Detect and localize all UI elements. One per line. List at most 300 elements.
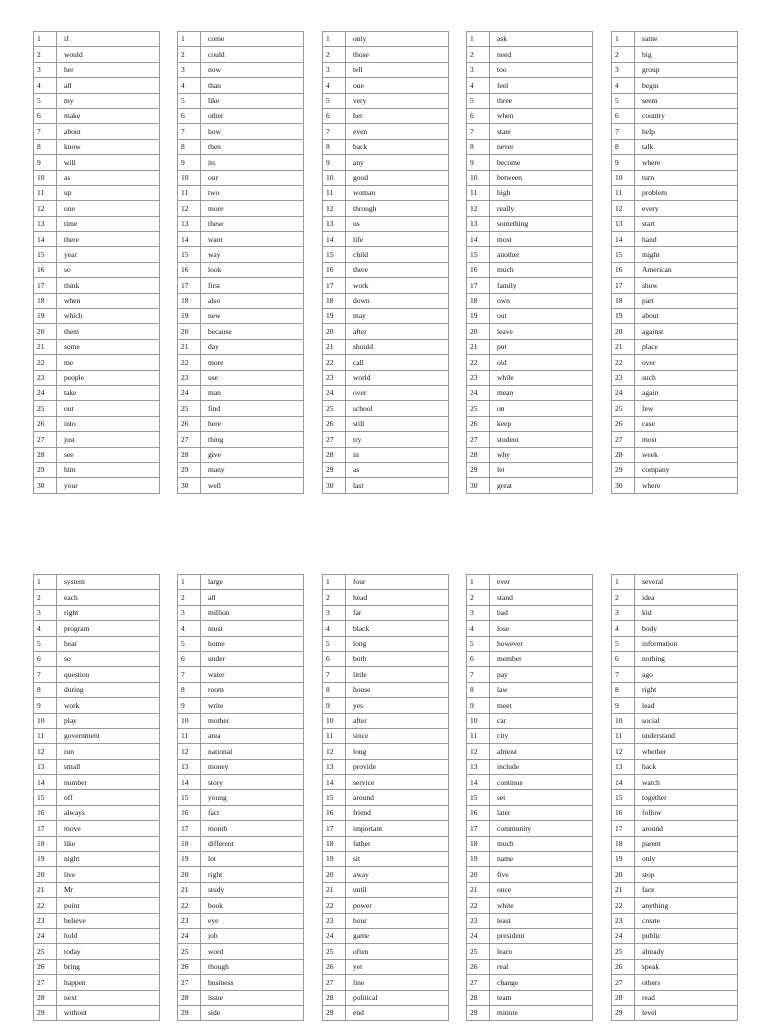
word-text: program [64, 623, 90, 633]
word-cell [57, 139, 160, 154]
table-row [612, 805, 738, 820]
table-row [612, 201, 738, 216]
word-text: parent [642, 839, 661, 849]
word-cell [57, 759, 160, 774]
word-text: through [353, 203, 377, 213]
word-cell [490, 759, 593, 774]
word-text: head [353, 592, 368, 602]
table-row [323, 309, 449, 324]
word-cell [201, 821, 304, 836]
table-row [612, 62, 738, 77]
word-cell [490, 667, 593, 682]
table-row [467, 385, 593, 400]
word-text: many [208, 465, 225, 475]
row-number: 19 [323, 852, 346, 867]
word-text: without [64, 1008, 87, 1018]
word-text: start [642, 219, 655, 229]
row-number: 28 [178, 447, 201, 462]
word-cell [346, 478, 449, 493]
word-text: friend [353, 808, 371, 818]
word-text: ago [642, 669, 653, 679]
row-number: 18 [467, 836, 490, 851]
row-number: 4 [612, 621, 635, 636]
row-number: 1 [323, 32, 346, 47]
row-number: 14 [612, 232, 635, 247]
row-number: 17 [323, 821, 346, 836]
table-row [467, 78, 593, 93]
word-text: big [642, 49, 652, 59]
table-row [323, 201, 449, 216]
word-text: watch [642, 777, 660, 787]
word-text: old [497, 357, 507, 367]
row-number: 22 [178, 355, 201, 370]
table-row [34, 867, 160, 882]
row-number: 29 [34, 462, 57, 477]
row-number: 22 [34, 898, 57, 913]
word-text: him [64, 465, 76, 475]
word-text: job [208, 931, 218, 941]
word-cell [635, 78, 738, 93]
word-text: work [353, 280, 369, 290]
row-number: 16 [34, 805, 57, 820]
word-cell [201, 108, 304, 123]
word-text: against [642, 326, 664, 336]
table-row [467, 309, 593, 324]
word-cell [57, 575, 160, 590]
word-cell [57, 47, 160, 62]
table-row [178, 805, 304, 820]
word-cell [201, 247, 304, 262]
word-text: social [642, 715, 660, 725]
word-text: public [642, 931, 661, 941]
word-text: so [64, 654, 71, 664]
word-cell [346, 247, 449, 262]
word-cell [57, 339, 160, 354]
word-cell [201, 462, 304, 477]
row-number: 19 [612, 852, 635, 867]
word-text: such [642, 373, 656, 383]
word-text: after [353, 715, 367, 725]
word-cell [635, 775, 738, 790]
word-cell [346, 93, 449, 108]
word-cell [490, 401, 593, 416]
word-text: father [353, 839, 371, 849]
word-cell [635, 247, 738, 262]
table-row [178, 432, 304, 447]
table-row [612, 867, 738, 882]
word-text: follow [642, 808, 662, 818]
row-number: 23 [323, 913, 346, 928]
word-cell [201, 262, 304, 277]
row-number: 18 [34, 836, 57, 851]
word-cell [346, 78, 449, 93]
row-number: 2 [178, 590, 201, 605]
row-number: 1 [467, 32, 490, 47]
row-number: 19 [612, 309, 635, 324]
row-number: 12 [612, 744, 635, 759]
word-cell [346, 713, 449, 728]
word-text: eye [208, 916, 219, 926]
row-number: 29 [323, 1005, 346, 1020]
word-cell [490, 262, 593, 277]
table-row [178, 155, 304, 170]
word-text: woman [353, 188, 376, 198]
row-number: 12 [467, 201, 490, 216]
word-text: year [64, 249, 77, 259]
row-number: 14 [323, 232, 346, 247]
word-cell [57, 462, 160, 477]
word-cell [57, 385, 160, 400]
word-text: back [353, 142, 368, 152]
row-number: 3 [34, 62, 57, 77]
table-row [34, 232, 160, 247]
word-text: any [353, 157, 364, 167]
row-number: 23 [467, 913, 490, 928]
word-text: three [497, 96, 512, 105]
word-text: important [353, 823, 383, 833]
word-text: while [497, 373, 514, 383]
word-text: look [208, 265, 222, 275]
word-text: more [208, 357, 224, 367]
row-number: 16 [612, 805, 635, 820]
word-cell [490, 139, 593, 154]
table-row [178, 416, 304, 431]
table-row [323, 651, 449, 666]
table-row [612, 651, 738, 666]
table-row [612, 975, 738, 990]
word-cell [57, 62, 160, 77]
row-number: 10 [34, 713, 57, 728]
row-number: 17 [467, 278, 490, 293]
word-text: leave [497, 326, 513, 336]
word-text: want [208, 234, 223, 244]
word-text: national [208, 746, 233, 756]
row-number: 1 [178, 575, 201, 590]
table-row [612, 93, 738, 108]
table-row [34, 339, 160, 354]
word-text: write [208, 700, 224, 710]
word-cell [490, 32, 593, 47]
word-cell [346, 728, 449, 743]
row-number: 15 [612, 247, 635, 262]
table-row [467, 262, 593, 277]
word-cell [635, 975, 738, 990]
row-number: 12 [612, 201, 635, 216]
word-text: world [353, 373, 371, 383]
table-row [612, 775, 738, 790]
word-cell [490, 478, 593, 493]
word-text: power [353, 900, 372, 910]
word-text: kid [642, 608, 652, 618]
word-cell [346, 944, 449, 959]
row-number: 27 [34, 975, 57, 990]
word-text: hold [64, 931, 78, 941]
word-cell [490, 447, 593, 462]
word-text: back [642, 762, 657, 772]
word-cell [346, 370, 449, 385]
table-row [178, 852, 304, 867]
row-number: 12 [323, 744, 346, 759]
word-cell [201, 959, 304, 974]
word-text: create [642, 916, 660, 926]
word-text: always [64, 808, 85, 818]
word-text: begin [642, 80, 659, 90]
table-row [612, 728, 738, 743]
table-row [323, 32, 449, 47]
row-number: 10 [323, 713, 346, 728]
table-row [612, 278, 738, 293]
word-cell [635, 744, 738, 759]
word-cell [490, 790, 593, 805]
word-cell [346, 185, 449, 200]
word-cell [346, 124, 449, 139]
word-cell [490, 867, 593, 882]
word-cell [57, 667, 160, 682]
table-row [178, 975, 304, 990]
word-text: political [353, 992, 378, 1002]
word-cell [201, 355, 304, 370]
row-number: 7 [178, 667, 201, 682]
word-text: almost [497, 746, 517, 756]
row-number: 23 [323, 370, 346, 385]
row-number: 4 [323, 78, 346, 93]
word-text: could [208, 49, 225, 59]
word-text: four [353, 577, 366, 587]
row-number: 9 [34, 698, 57, 713]
word-text: country [642, 111, 665, 121]
row-number: 9 [34, 155, 57, 170]
word-text: become [497, 157, 521, 167]
table-row [467, 805, 593, 820]
word-cell [201, 713, 304, 728]
table-row [323, 447, 449, 462]
table-row [323, 698, 449, 713]
row-number: 13 [323, 216, 346, 231]
row-number: 25 [612, 944, 635, 959]
word-text: little [353, 669, 367, 679]
word-text: why [497, 449, 510, 459]
word-text: mother [208, 715, 230, 725]
table-row [178, 339, 304, 354]
word-cell [346, 324, 449, 339]
word-cell [635, 155, 738, 170]
word-text: one [353, 80, 364, 90]
word-text: anything [642, 900, 669, 910]
word-cell [57, 185, 160, 200]
word-text: include [497, 762, 520, 772]
row-number: 17 [178, 278, 201, 293]
word-cell [635, 667, 738, 682]
table-row [467, 959, 593, 974]
row-number: 9 [612, 698, 635, 713]
word-cell [635, 852, 738, 867]
word-cell [57, 775, 160, 790]
word-cell [490, 370, 593, 385]
word-cell [635, 990, 738, 1005]
word-cell [201, 478, 304, 493]
row-number: 25 [34, 401, 57, 416]
word-text: time [64, 219, 78, 229]
table-row [323, 78, 449, 93]
row-number: 20 [178, 867, 201, 882]
word-cell [490, 898, 593, 913]
row-number: 4 [467, 78, 490, 93]
word-cell [346, 447, 449, 462]
word-text: hear [64, 639, 77, 648]
table-row [323, 759, 449, 774]
word-text: nothing [642, 654, 665, 664]
table-row [612, 913, 738, 928]
word-text: house [353, 685, 371, 695]
word-text: change [497, 977, 519, 987]
table-row [323, 355, 449, 370]
table-row [612, 621, 738, 636]
table-row [612, 170, 738, 185]
word-text: pay [497, 669, 508, 679]
table-row [34, 355, 160, 370]
row-number: 10 [178, 170, 201, 185]
word-cell [57, 836, 160, 851]
table-row [612, 852, 738, 867]
table-row [612, 185, 738, 200]
word-cell [635, 170, 738, 185]
word-cell [201, 139, 304, 154]
row-number: 13 [612, 216, 635, 231]
table-row [178, 836, 304, 851]
row-number: 29 [467, 1005, 490, 1020]
word-cell [201, 432, 304, 447]
word-cell [490, 155, 593, 170]
word-text: know [64, 142, 81, 152]
word-text: far [353, 608, 362, 618]
word-text: community [497, 823, 532, 833]
word-cell [57, 232, 160, 247]
row-number: 11 [178, 728, 201, 743]
word-cell [635, 575, 738, 590]
word-text: see [64, 449, 74, 459]
word-cell [201, 882, 304, 897]
word-cell [490, 805, 593, 820]
table-row [178, 867, 304, 882]
row-number: 21 [323, 882, 346, 897]
word-cell [490, 636, 593, 651]
table-row [178, 139, 304, 154]
table-row [467, 590, 593, 605]
row-number: 24 [178, 385, 201, 400]
word-cell [635, 139, 738, 154]
word-text: real [497, 962, 509, 972]
table-row [467, 432, 593, 447]
table-row [178, 898, 304, 913]
word-cell [490, 416, 593, 431]
row-number: 1 [612, 32, 635, 47]
table-row [34, 790, 160, 805]
word-text: several [642, 577, 664, 587]
word-text: read [642, 992, 655, 1002]
row-number: 15 [323, 247, 346, 262]
table-row [467, 651, 593, 666]
table-row [467, 821, 593, 836]
row-number: 25 [323, 401, 346, 416]
word-cell [490, 108, 593, 123]
word-text: fact [208, 808, 220, 818]
word-text: around [353, 792, 374, 802]
table-row [178, 744, 304, 759]
table-row [323, 47, 449, 62]
word-text: your [64, 480, 78, 490]
word-text: way [208, 249, 221, 259]
table-row [612, 944, 738, 959]
word-text: as [64, 172, 71, 182]
word-cell [635, 309, 738, 324]
word-cell [201, 124, 304, 139]
table-row [323, 944, 449, 959]
row-number: 5 [467, 93, 490, 108]
word-text: five [497, 869, 509, 879]
word-text: us [353, 219, 360, 229]
row-number: 4 [34, 621, 57, 636]
row-number: 13 [34, 216, 57, 231]
word-cell [201, 928, 304, 943]
table-row [612, 821, 738, 836]
table-row [34, 462, 160, 477]
word-cell [346, 744, 449, 759]
row-number: 9 [323, 698, 346, 713]
table-row [323, 913, 449, 928]
table-row [467, 216, 593, 231]
word-cell [57, 170, 160, 185]
row-number: 12 [178, 201, 201, 216]
table-row [323, 975, 449, 990]
row-number: 23 [467, 370, 490, 385]
word-cell [490, 821, 593, 836]
word-text: really [497, 203, 515, 213]
table-row [34, 432, 160, 447]
word-cell [490, 913, 593, 928]
word-cell [201, 805, 304, 820]
row-number: 9 [467, 155, 490, 170]
word-text: next [64, 992, 77, 1002]
table-row [467, 339, 593, 354]
row-number: 27 [323, 975, 346, 990]
table-row [178, 775, 304, 790]
word-text: thing [208, 434, 224, 444]
word-cell [635, 605, 738, 620]
table-row [467, 852, 593, 867]
row-number: 28 [612, 990, 635, 1005]
table-row [34, 698, 160, 713]
row-number: 22 [178, 898, 201, 913]
table-row [612, 744, 738, 759]
table-row [34, 759, 160, 774]
word-text: will [64, 157, 76, 167]
word-cell [201, 293, 304, 308]
row-number: 19 [323, 309, 346, 324]
word-text: American [642, 265, 672, 275]
table-row [323, 93, 449, 108]
word-text: on [497, 403, 505, 413]
row-number: 13 [467, 216, 490, 231]
table-row [323, 339, 449, 354]
word-cell [57, 1005, 160, 1020]
row-number: 30 [612, 478, 635, 493]
row-number: 4 [467, 621, 490, 636]
table-row [323, 416, 449, 431]
word-cell [346, 385, 449, 400]
table-row [612, 1005, 738, 1020]
row-number: 18 [323, 293, 346, 308]
word-cell [201, 309, 304, 324]
